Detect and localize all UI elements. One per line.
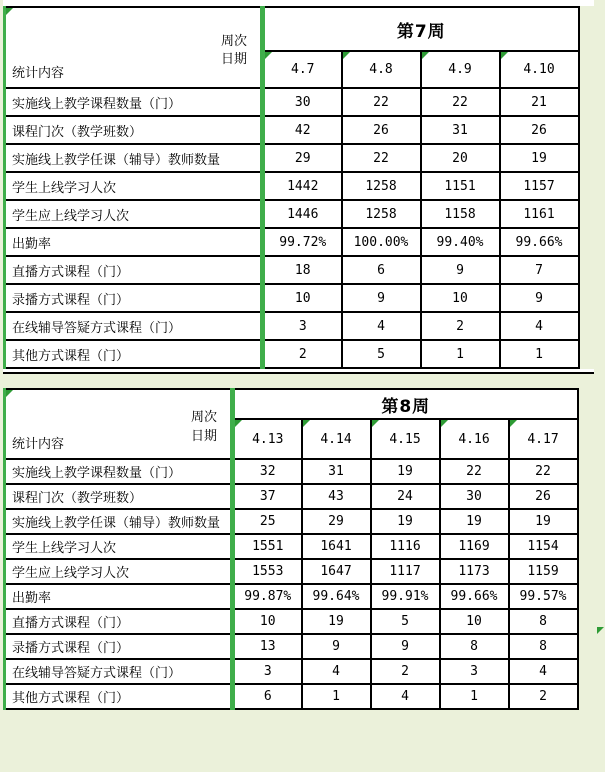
row-label-cell[interactable]: 实施线上教学课程数量（门） <box>5 459 233 484</box>
value-cell[interactable]: 25 <box>233 509 302 534</box>
value-cell[interactable]: 30 <box>440 484 509 509</box>
value-cell[interactable]: 100.00% <box>342 228 421 256</box>
table-row <box>5 659 578 684</box>
table-row <box>5 284 579 312</box>
value-cell[interactable]: 1157 <box>500 172 579 200</box>
date-header-cell[interactable] <box>371 419 440 459</box>
value-cell[interactable]: 2 <box>371 659 440 684</box>
value-cell[interactable]: 18 <box>263 256 342 284</box>
value-cell[interactable]: 19 <box>509 509 578 534</box>
week7-stats-table <box>3 6 605 369</box>
date-label: 4.7 <box>291 62 315 77</box>
value-cell[interactable]: 9 <box>421 256 500 284</box>
value-cell[interactable]: 19 <box>371 509 440 534</box>
value-cell[interactable]: 1161 <box>500 200 579 228</box>
table-row <box>5 200 579 228</box>
date-header-cell[interactable] <box>509 419 578 459</box>
corner-header-cell[interactable] <box>5 7 263 88</box>
value-cell[interactable]: 4 <box>371 684 440 709</box>
date-label: 4.15 <box>389 431 421 447</box>
value-cell[interactable]: 99.64% <box>302 584 371 609</box>
date-label: 4.14 <box>320 431 352 447</box>
value-cell[interactable]: 26 <box>342 116 421 144</box>
value-cell[interactable]: 99.91% <box>371 584 440 609</box>
value-cell[interactable]: 7 <box>500 256 579 284</box>
date-header-cell[interactable] <box>302 419 371 459</box>
value-cell[interactable]: 3 <box>263 312 342 340</box>
row-label-cell[interactable]: 录播方式课程（门） <box>5 634 233 659</box>
date-header-cell[interactable] <box>500 51 579 88</box>
axis-content-label: 统计内容 <box>12 66 65 81</box>
stats-table <box>3 6 580 369</box>
value-cell[interactable]: 99.66% <box>440 584 509 609</box>
table-row <box>5 534 578 559</box>
error-indicator-icon <box>343 52 350 59</box>
date-label: 4.17 <box>527 431 559 447</box>
value-cell[interactable]: 22 <box>440 459 509 484</box>
row-label-cell[interactable]: 学生应上线学习人次 <box>5 559 233 584</box>
value-cell[interactable]: 19 <box>302 609 371 634</box>
error-indicator-icon <box>510 420 517 427</box>
value-cell[interactable]: 1 <box>500 340 579 368</box>
date-label: 4.10 <box>523 62 555 77</box>
value-cell[interactable]: 8 <box>440 634 509 659</box>
value-cell[interactable]: 24 <box>371 484 440 509</box>
value-cell[interactable]: 1641 <box>302 534 371 559</box>
value-cell[interactable]: 4 <box>509 659 578 684</box>
value-cell[interactable]: 5 <box>371 609 440 634</box>
date-header-cell[interactable] <box>421 51 500 88</box>
header-row-week <box>5 7 579 51</box>
value-cell[interactable]: 31 <box>302 459 371 484</box>
value-cell[interactable]: 1116 <box>371 534 440 559</box>
axis-content-label: 统计内容 <box>12 437 65 452</box>
value-cell[interactable]: 9 <box>342 284 421 312</box>
row-label-cell[interactable]: 课程门次（教学班数） <box>5 116 263 144</box>
table-row <box>5 559 578 584</box>
value-cell[interactable]: 4 <box>342 312 421 340</box>
value-cell[interactable]: 1258 <box>342 200 421 228</box>
value-cell[interactable]: 42 <box>263 116 342 144</box>
row-label-cell[interactable]: 实施线上教学任课（辅导）教师数量 <box>5 144 263 172</box>
table-row <box>5 144 579 172</box>
error-indicator-icon <box>441 420 448 427</box>
value-cell[interactable]: 21 <box>500 88 579 116</box>
value-cell[interactable]: 1 <box>440 684 509 709</box>
table-row <box>5 340 579 368</box>
date-label: 4.8 <box>369 62 393 77</box>
value-cell[interactable]: 1551 <box>233 534 302 559</box>
value-cell[interactable]: 1151 <box>421 172 500 200</box>
value-cell[interactable]: 10 <box>440 609 509 634</box>
value-cell[interactable]: 1442 <box>263 172 342 200</box>
table-row <box>5 172 579 200</box>
table-row <box>5 684 578 709</box>
error-indicator-icon <box>372 420 379 427</box>
value-cell[interactable]: 1154 <box>509 534 578 559</box>
row-label-cell[interactable]: 出勤率 <box>5 584 233 609</box>
header-row-week <box>5 389 578 419</box>
value-cell[interactable]: 22 <box>342 144 421 172</box>
row-label-cell[interactable]: 其他方式课程（门） <box>5 340 263 368</box>
error-indicator-icon <box>597 627 604 634</box>
week8-stats-table <box>3 388 605 710</box>
error-indicator-icon <box>422 52 429 59</box>
error-indicator-icon <box>6 390 13 397</box>
value-cell[interactable]: 37 <box>233 484 302 509</box>
value-cell[interactable]: 6 <box>342 256 421 284</box>
row-label-cell[interactable]: 直播方式课程（门） <box>5 256 263 284</box>
row-label-cell[interactable]: 出勤率 <box>5 228 263 256</box>
value-cell[interactable]: 99.40% <box>421 228 500 256</box>
value-cell[interactable]: 4 <box>500 312 579 340</box>
date-label: 4.9 <box>448 62 472 77</box>
table-row <box>5 88 579 116</box>
value-cell[interactable]: 1117 <box>371 559 440 584</box>
stats-table <box>3 388 579 710</box>
corner-header-cell[interactable] <box>5 389 233 459</box>
table-row <box>5 459 578 484</box>
value-cell[interactable]: 29 <box>302 509 371 534</box>
axis-week-label: 周次 <box>220 33 247 49</box>
value-cell[interactable]: 10 <box>263 284 342 312</box>
error-indicator-icon <box>265 52 272 59</box>
value-cell[interactable]: 9 <box>302 634 371 659</box>
value-cell[interactable]: 19 <box>500 144 579 172</box>
value-cell[interactable]: 10 <box>233 609 302 634</box>
value-cell[interactable]: 5 <box>342 340 421 368</box>
table-row <box>5 609 578 634</box>
error-indicator-icon <box>501 52 508 59</box>
row-label-cell[interactable]: 在线辅导答疑方式课程（门） <box>5 312 263 340</box>
value-cell[interactable]: 99.72% <box>263 228 342 256</box>
value-cell[interactable]: 2 <box>263 340 342 368</box>
axis-date-label: 日期 <box>220 52 247 67</box>
value-cell[interactable]: 3 <box>233 659 302 684</box>
error-indicator-icon <box>6 8 13 15</box>
between-tables-gap <box>3 374 605 388</box>
value-cell[interactable]: 4 <box>302 659 371 684</box>
value-cell[interactable]: 3 <box>440 659 509 684</box>
error-indicator-icon <box>235 420 242 427</box>
date-header-cell[interactable] <box>263 51 342 88</box>
axis-week-label: 周次 <box>190 410 217 426</box>
table-row <box>5 584 578 609</box>
row-label-cell[interactable]: 录播方式课程（门） <box>5 284 263 312</box>
row-label-cell[interactable]: 在线辅导答疑方式课程（门） <box>5 659 233 684</box>
table-row <box>5 256 579 284</box>
table-row <box>5 509 578 534</box>
value-cell[interactable]: 19 <box>440 509 509 534</box>
table-row <box>5 312 579 340</box>
value-cell[interactable]: 26 <box>500 116 579 144</box>
date-label: 4.13 <box>252 431 284 447</box>
date-header-cell[interactable] <box>233 419 302 459</box>
value-cell[interactable]: 26 <box>509 484 578 509</box>
row-label-cell[interactable]: 实施线上教学课程数量（门） <box>5 88 263 116</box>
value-cell[interactable]: 1 <box>421 340 500 368</box>
value-cell[interactable]: 20 <box>421 144 500 172</box>
value-cell[interactable]: 6 <box>233 684 302 709</box>
row-label-cell[interactable]: 其他方式课程（门） <box>5 684 233 709</box>
value-cell[interactable]: 32 <box>233 459 302 484</box>
value-cell[interactable]: 8 <box>509 609 578 634</box>
row-label-cell[interactable]: 实施线上教学任课（辅导）教师数量 <box>5 509 233 534</box>
value-cell[interactable]: 22 <box>421 88 500 116</box>
value-cell[interactable]: 1173 <box>440 559 509 584</box>
value-cell[interactable]: 9 <box>371 634 440 659</box>
value-cell[interactable]: 1169 <box>440 534 509 559</box>
date-label: 4.16 <box>458 431 490 447</box>
row-label-cell[interactable]: 学生应上线学习人次 <box>5 200 263 228</box>
table-row <box>5 116 579 144</box>
table-row <box>5 634 578 659</box>
value-cell[interactable]: 1258 <box>342 172 421 200</box>
value-cell[interactable]: 1446 <box>263 200 342 228</box>
value-cell[interactable]: 1647 <box>302 559 371 584</box>
value-cell[interactable]: 1 <box>302 684 371 709</box>
week-title-cell[interactable]: 第8周 <box>233 389 578 419</box>
value-cell[interactable]: 30 <box>263 88 342 116</box>
value-cell[interactable]: 13 <box>233 634 302 659</box>
value-cell[interactable]: 99.66% <box>500 228 579 256</box>
value-cell[interactable]: 8 <box>509 634 578 659</box>
row-label-cell[interactable]: 直播方式课程（门） <box>5 609 233 634</box>
value-cell[interactable]: 43 <box>302 484 371 509</box>
value-cell[interactable]: 22 <box>509 459 578 484</box>
date-header-cell[interactable] <box>440 419 509 459</box>
value-cell[interactable]: 1159 <box>509 559 578 584</box>
error-indicator-icon <box>303 420 310 427</box>
value-cell[interactable]: 10 <box>421 284 500 312</box>
value-cell[interactable]: 2 <box>421 312 500 340</box>
value-cell[interactable]: 22 <box>342 88 421 116</box>
row-label-cell[interactable]: 课程门次（教学班数） <box>5 484 233 509</box>
value-cell[interactable]: 19 <box>371 459 440 484</box>
row-label-cell[interactable]: 学生上线学习人次 <box>5 534 233 559</box>
date-header-cell[interactable] <box>342 51 421 88</box>
table-row <box>5 484 578 509</box>
axis-date-label: 日期 <box>190 428 217 444</box>
value-cell[interactable]: 31 <box>421 116 500 144</box>
week-title-cell[interactable]: 第7周 <box>263 7 579 51</box>
value-cell[interactable]: 99.87% <box>233 584 302 609</box>
table-row <box>5 228 579 256</box>
row-label-cell[interactable]: 学生上线学习人次 <box>5 172 263 200</box>
value-cell[interactable]: 29 <box>263 144 342 172</box>
value-cell[interactable]: 1553 <box>233 559 302 584</box>
value-cell[interactable]: 9 <box>500 284 579 312</box>
value-cell[interactable]: 2 <box>509 684 578 709</box>
value-cell[interactable]: 99.57% <box>509 584 578 609</box>
value-cell[interactable]: 1158 <box>421 200 500 228</box>
